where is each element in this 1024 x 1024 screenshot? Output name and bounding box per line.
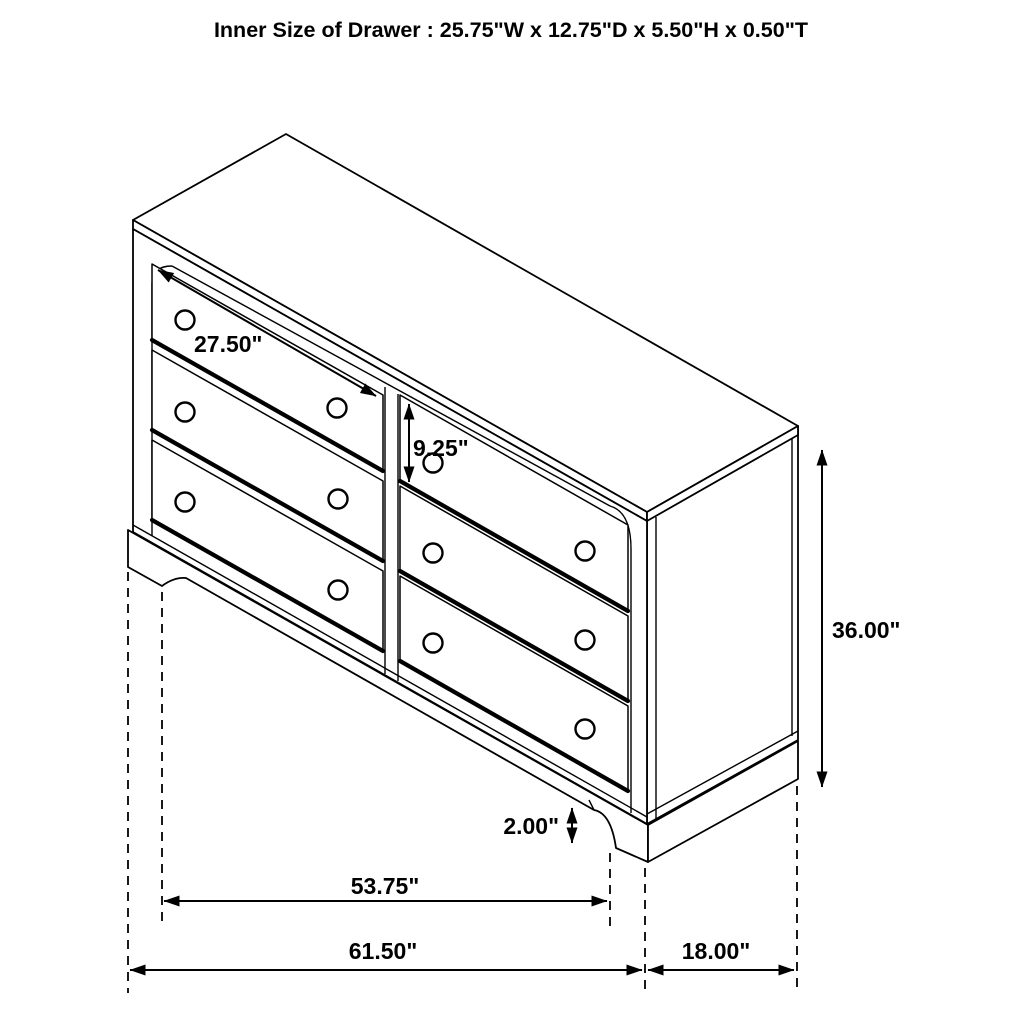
dimension-label-base-height: 2.00" xyxy=(503,813,559,839)
drawer-knob xyxy=(576,631,595,650)
dimension-label-drawer-width: 27.50" xyxy=(194,331,263,357)
drawer-knob xyxy=(576,542,595,561)
drawer-knob xyxy=(176,403,195,422)
diagram-title: Inner Size of Drawer : 25.75"W x 12.75"D x 5.50"H x 0.50"T xyxy=(213,18,809,42)
drawer-knob xyxy=(176,493,195,512)
drawer-knob xyxy=(424,544,443,563)
drawer-knob xyxy=(329,490,348,509)
drawer-knob xyxy=(328,399,347,418)
dimension-base-span xyxy=(164,873,607,901)
dimension-label-overall-height: 36.00" xyxy=(832,617,901,643)
drawer-knob xyxy=(424,634,443,653)
dimension-label-base-span: 53.75" xyxy=(350,873,420,899)
dimension-overall-depth xyxy=(648,938,794,970)
dimension-overall-height xyxy=(822,450,900,787)
dimension-label-overall-width: 61.50" xyxy=(348,938,418,964)
dimension-base-height xyxy=(503,808,572,843)
dimension-label-drawer-front-height: 9.25" xyxy=(413,435,469,461)
dimension-overall-width xyxy=(130,938,642,970)
drawer-knob xyxy=(176,311,195,330)
drawer-knob xyxy=(576,720,595,739)
drawer-knob xyxy=(329,581,348,600)
dresser xyxy=(128,134,798,862)
dimension-label-overall-depth: 18.00" xyxy=(681,938,751,964)
